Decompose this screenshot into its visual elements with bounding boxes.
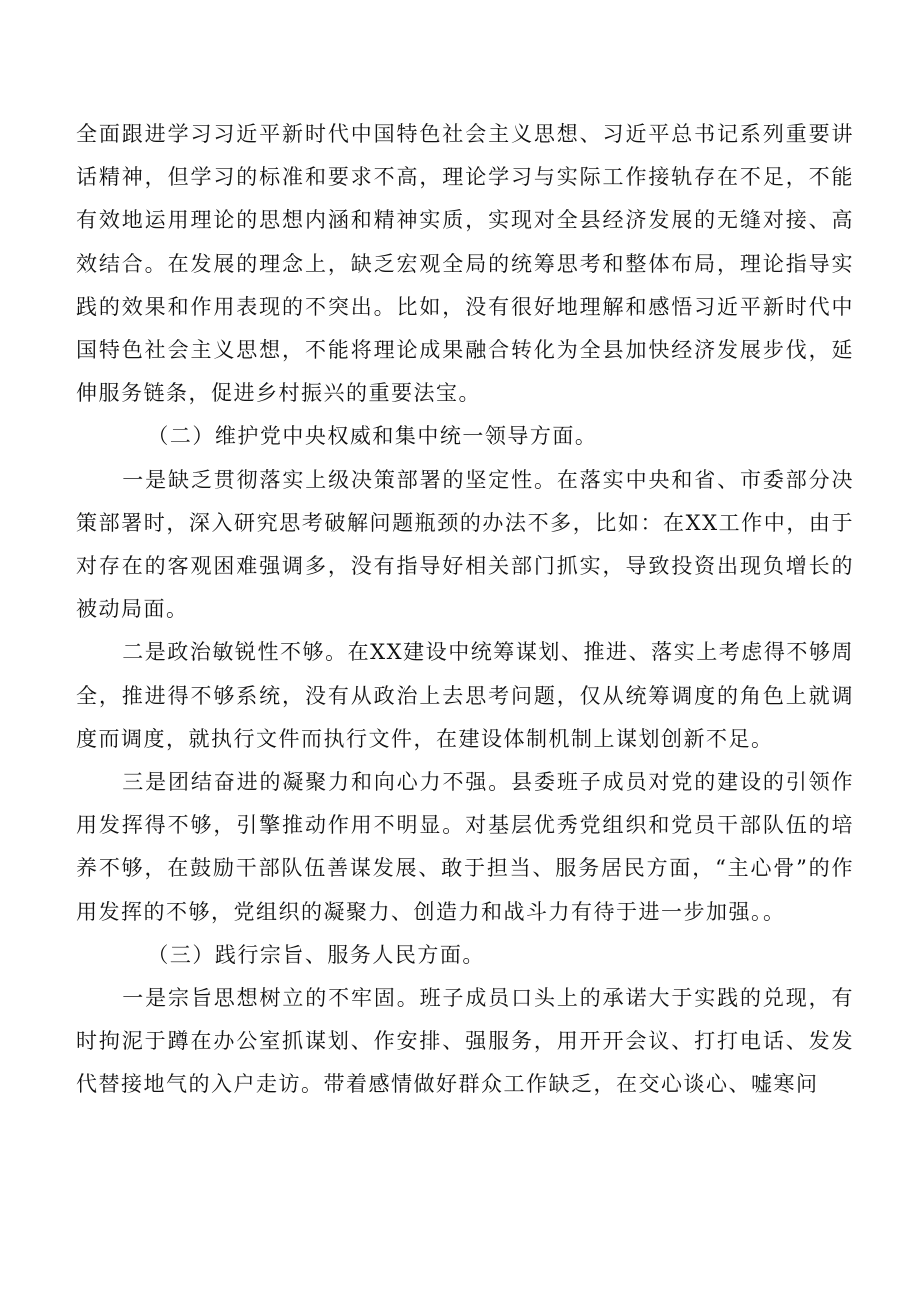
paragraph-point-3: 三是团结奋进的凝聚力和向心力不强。县委班子成员对党的建设的引领作用发挥得不够，引擎推动作用不明显。对基层优秀党组织和党员干部队伍的培养不够，在鼓励干部队伍善谋发展、敢于担当、服务居民方面，“主心骨”的作用发挥的不够，党组织的凝聚力、创造力和战斗力有待于进一步加强。。 [76,770,854,924]
paragraph-point-1: 一是缺乏贯彻落实上级决策部署的坚定性。在落实中央和省、市委部分决策部署时，深入研究思考破解问题瓶颈的办法不多，比如：在XX工作中，由于对存在的客观困难强调多，没有指导好相关部门抓实，导致投资出现负增长的被动局面。 [76,467,854,622]
section-heading-2: （二）维护党中央权威和集中统一领导方面。 [147,424,598,449]
paragraph-point-2: 二是政治敏锐性不够。在XX建设中统筹谋划、推进、落实上考虑得不够周全，推进得不够系统，没有从政治上去思考问题，仅从统筹调度的角色上就调度而调度，就执行文件而执行文件，在建设体制机制上谋划创新不足。 [76,640,854,751]
paragraph-continuation: 全面跟进学习习近平新时代中国特色社会主义思想、习近平总书记系列重要讲话精神，但学习的标准和要求不高，理论学习与实际工作接轨存在不足，不能有效地运用理论的思想内涵和精神实质，实现对全县经济发展的无缝对接、高效结合。在发展的理念上，缺乏宏观全局的统筹思考和整体布局，理论指导实践的效果和作用表现的不突出。比如，没有很好地理解和感悟习近平新时代中国特色社会主义思想，不能将理论成果融合转化为全县加快经济发展步伐，延伸服务链条，促进乡村振兴的重要法宝。 [76,122,854,406]
document-body [76,113,854,1107]
paragraph-point-4: 一是宗旨思想树立的不牢固。班子成员口头上的承诺大于实践的兑现，有时拘泥于蹲在办公室抓谋划、作安排、强服务，用开开会议、打打电话、发发代替接地气的入户走访。带着感情做好群众工作缺乏，在交心谈心、嘘寒问 [76,986,854,1097]
section-heading-3: （三）践行宗旨、服务人民方面。 [147,942,485,967]
